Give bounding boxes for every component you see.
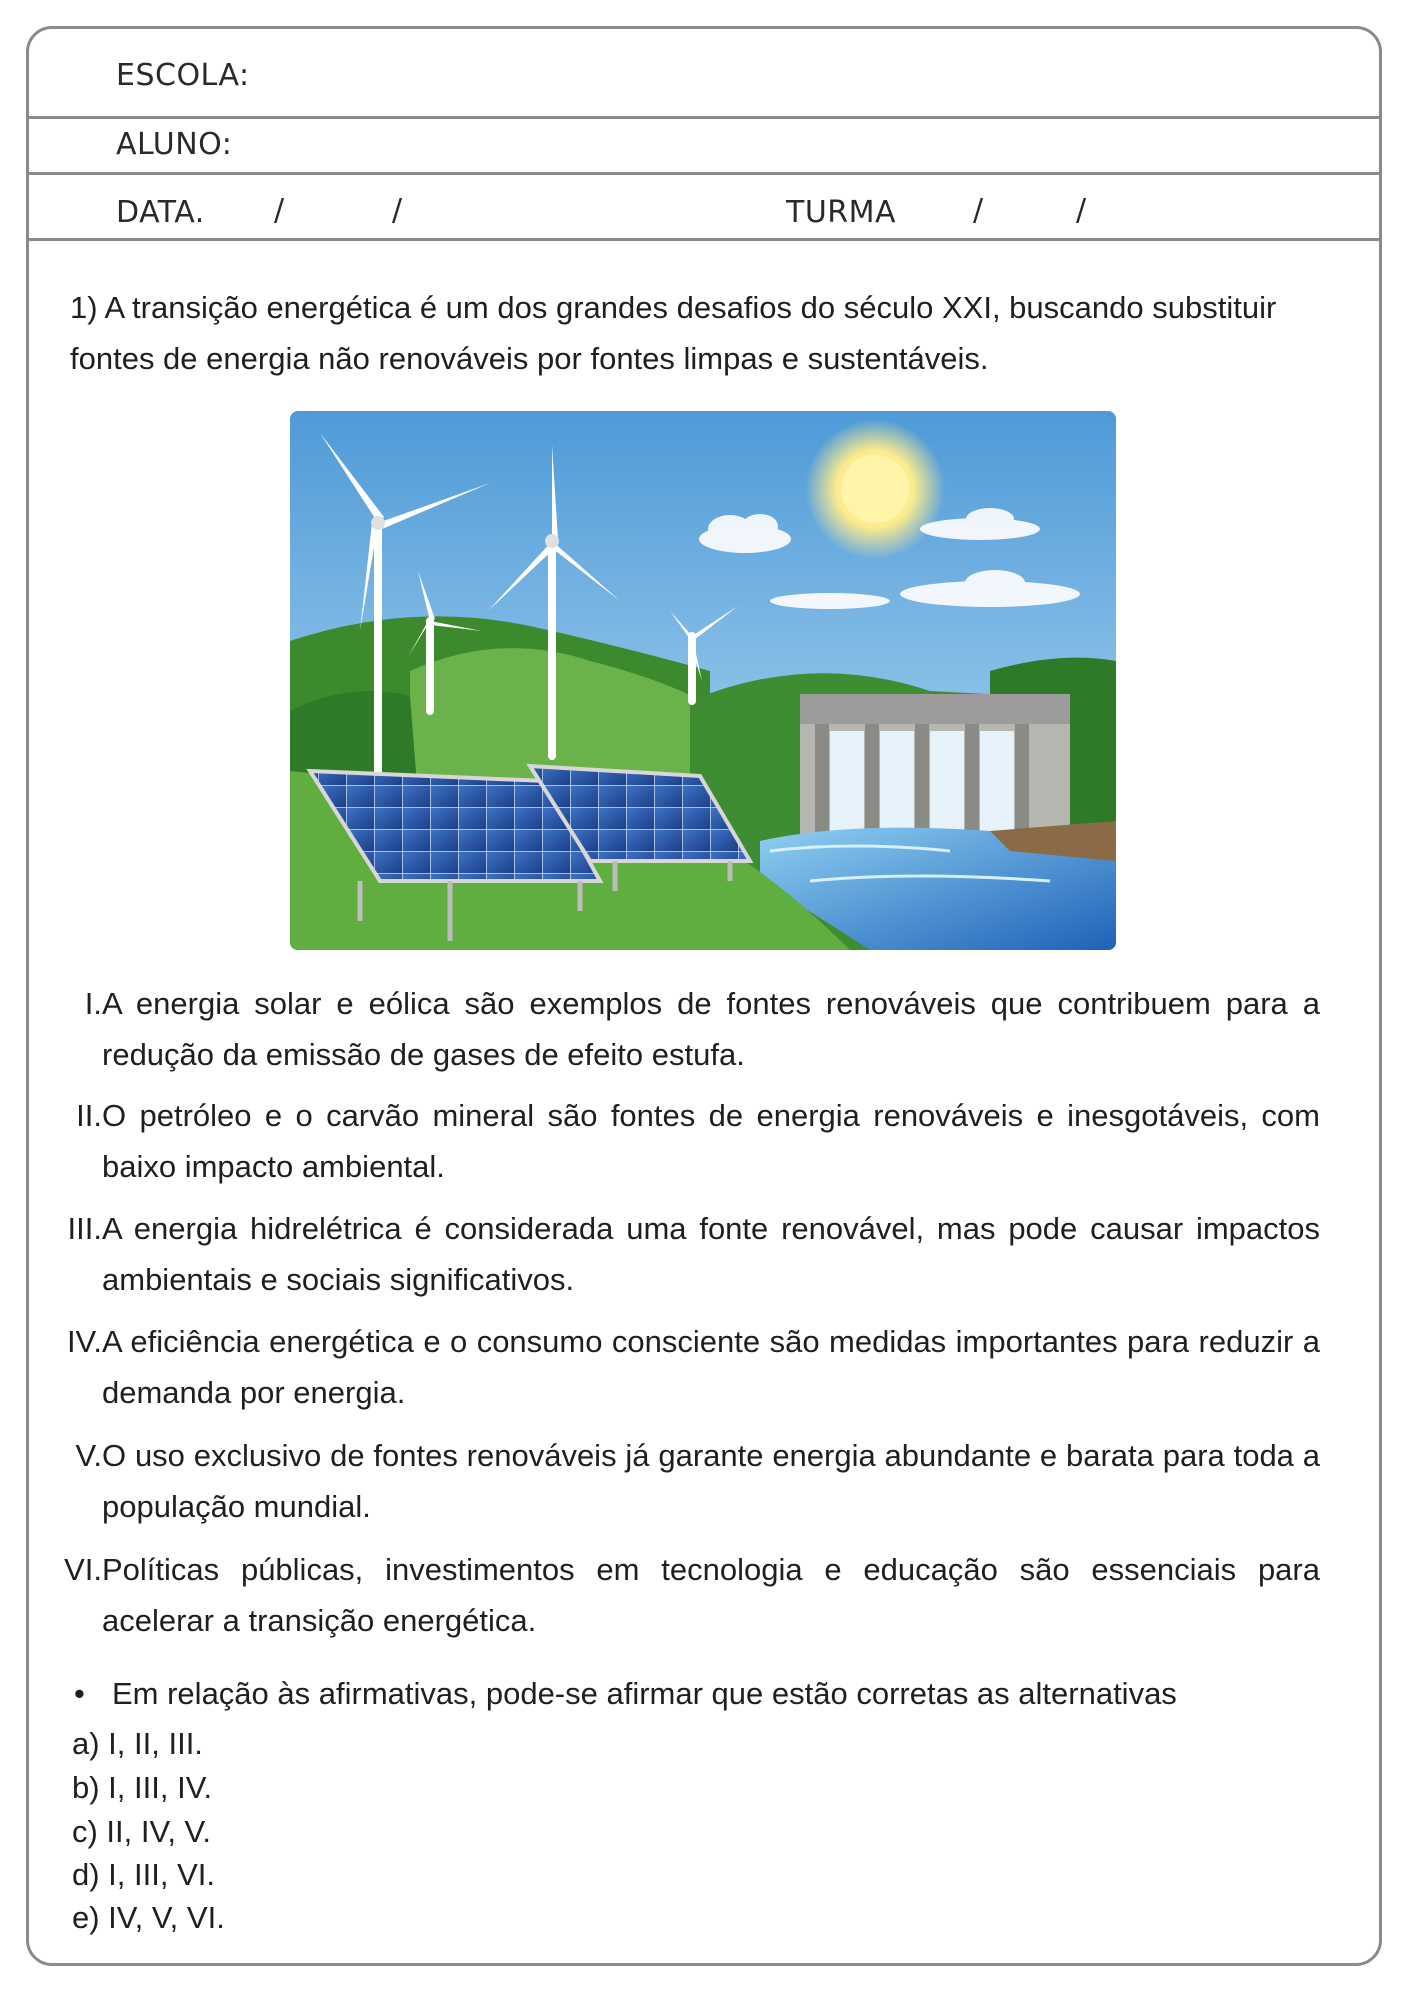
school-label: ESCOLA: [116, 58, 250, 93]
option-b[interactable]: b) I, III, IV. [72, 1770, 213, 1805]
statement-number: I. [84, 986, 102, 1021]
question-intro: 1) A transição energética é um dos grandes desafios do século XXI, buscando substituir fontes de energia não renováveis por fontes limpas e sustentáveis. [70, 290, 1277, 376]
date-label: DATA. [116, 195, 205, 230]
option-c[interactable]: c) II, IV, V. [72, 1814, 212, 1849]
option-a[interactable]: a) I, II, III. [72, 1726, 203, 1761]
question-prompt: Em relação às afirmativas, pode-se afirmar que estão corretas as alternativas [112, 1676, 1177, 1711]
statement-number: III. [67, 1211, 102, 1246]
renewable-energy-image [290, 411, 1116, 950]
class-separator: / [1076, 193, 1087, 228]
statement-text: A energia solar e eólica são exemplos de fontes renováveis que contribuem para a redução da emissão de gases de efeito estufa. [102, 986, 1320, 1072]
statement-number: V. [75, 1438, 102, 1473]
statement-text: Políticas públicas, investimentos em tecnologia e educação são essenciais para acelerar a transição energética. [102, 1552, 1320, 1638]
statement-text: A eficiência energética e o consumo consciente são medidas importantes para reduzir a demanda por energia. [102, 1324, 1320, 1410]
prompt-bullet: • [74, 1676, 85, 1711]
option-d[interactable]: d) I, III, VI. [72, 1857, 215, 1892]
date-separator: / [274, 193, 285, 228]
statement-number: VI. [64, 1552, 102, 1587]
class-separator: / [973, 193, 984, 228]
header-divider [28, 238, 1380, 241]
statement-text: O uso exclusivo de fontes renováveis já garante energia abundante e barata para toda a população mundial. [102, 1438, 1320, 1524]
header-divider [28, 172, 1380, 175]
header-divider [28, 116, 1380, 119]
statement-number: II. [76, 1098, 102, 1133]
date-separator: / [392, 193, 403, 228]
statement-number: IV. [66, 1324, 102, 1359]
student-label: ALUNO: [116, 127, 233, 162]
renewable-energy-illustration [290, 411, 1116, 950]
statement-text: O petróleo e o carvão mineral são fontes de energia renováveis e inesgotáveis, com baixo impacto ambiental. [102, 1098, 1320, 1184]
option-e[interactable]: e) IV, V, VI. [72, 1900, 225, 1935]
class-label: TURMA [786, 195, 897, 230]
statement-text: A energia hidrelétrica é considerada uma fonte renovável, mas pode causar impactos ambientais e sociais significativos. [102, 1211, 1320, 1297]
